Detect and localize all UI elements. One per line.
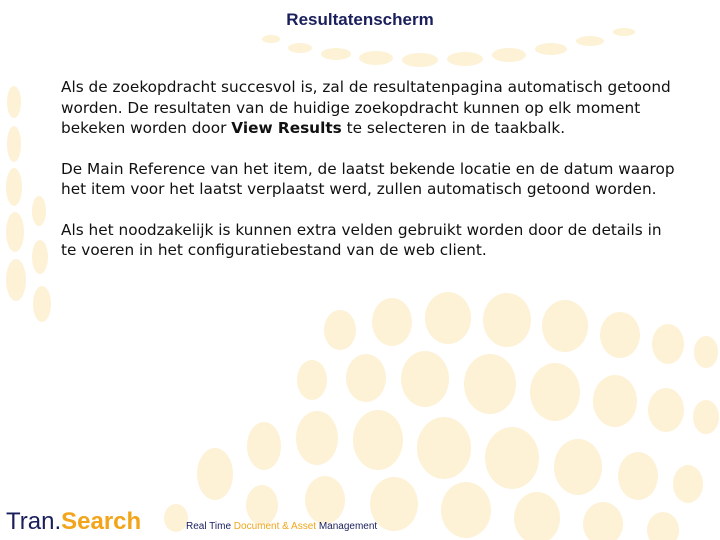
tagline-part-1: Real Time	[186, 521, 234, 532]
paragraph-main-reference: De Main Reference van het item, de laatst bekende locatie en de datum waarop het item voor het laatst verplaatst werd, zullen automatisch getoond worden.	[61, 159, 675, 198]
slide-title: Resultatenscherm	[286, 10, 434, 29]
logo-text-tran: Tran.	[6, 508, 62, 535]
logo-text-search: Search	[61, 508, 142, 535]
paragraph-extra-fields: Als het noodzakelijk is kunnen extra velden gebruikt worden door de details in te voeren in het configuratiebestand van de web client.	[61, 220, 662, 259]
paragraph-1-text-end: te selecteren in de taakbalk.	[341, 119, 566, 137]
paragraph-1-text-start: Als de zoekopdracht succesvol is, zal de resultatenpagina automatisch getoond worden. De resultaten van de huidige zoekopdracht kunnen op elk moment bekeken worden door	[61, 78, 671, 137]
paragraph-results-page	[61, 77, 681, 139]
view-results-label: View Results	[231, 119, 342, 137]
footer-tagline	[186, 521, 377, 532]
transearch-logo	[6, 508, 141, 536]
tagline-part-3: Management	[316, 521, 378, 532]
body-text	[61, 77, 681, 281]
tagline-highlight: Document & Asset	[233, 521, 317, 532]
